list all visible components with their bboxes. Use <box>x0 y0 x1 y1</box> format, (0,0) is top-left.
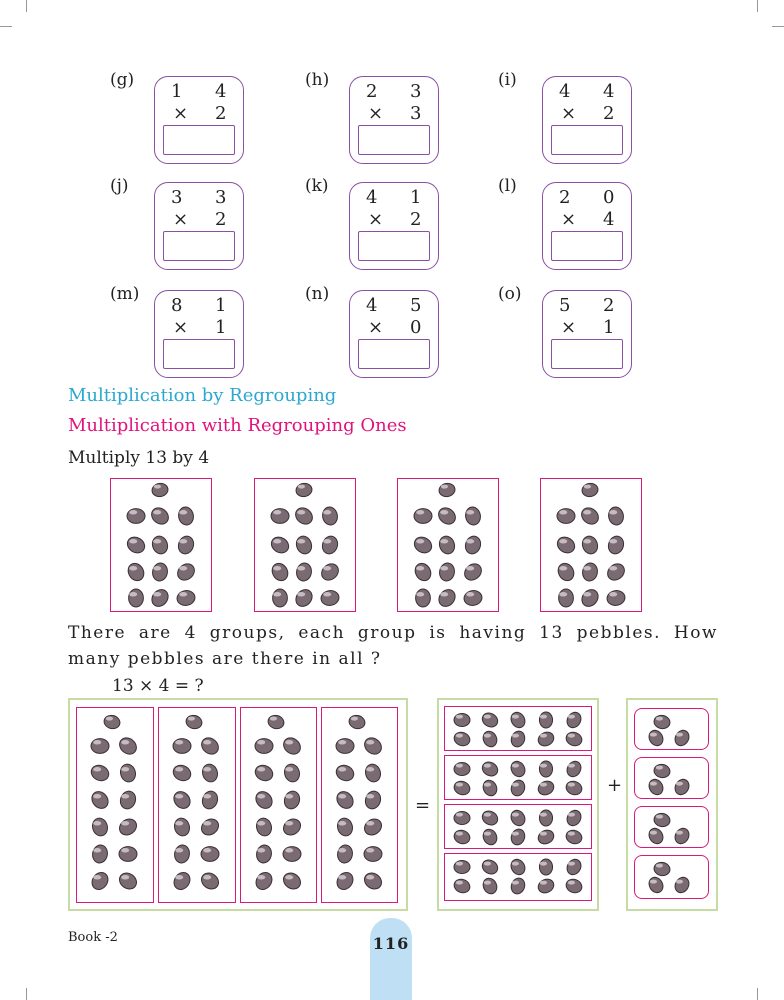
pebble-icon <box>294 562 314 582</box>
multiplier-row <box>350 209 438 233</box>
problem-label: (h) <box>305 70 330 90</box>
pebble-icon <box>282 790 302 810</box>
answer-box[interactable] <box>551 125 623 155</box>
answer-box[interactable] <box>551 231 623 261</box>
pebble-icon <box>606 506 626 526</box>
pebble-icon <box>103 713 121 731</box>
pebble-icon <box>437 535 457 555</box>
multiplicand-row <box>543 81 631 105</box>
pebble-icon <box>413 535 433 555</box>
pebble-icon <box>481 877 499 895</box>
pebble-icon <box>453 730 471 748</box>
ones-digit: 3 <box>215 187 227 208</box>
pebble-icon <box>172 790 192 810</box>
multiplier-digit: 1 <box>215 317 227 338</box>
answer-box[interactable] <box>358 231 430 261</box>
pebble-icon <box>606 535 626 555</box>
multiplier-row <box>350 317 438 341</box>
pebble-icon <box>320 562 340 582</box>
problem-label: (j) <box>110 176 129 196</box>
multiplier-digit: 2 <box>603 103 615 124</box>
pebble-icon <box>254 817 274 837</box>
pebble-icon <box>463 506 483 526</box>
pebble-icon <box>580 562 600 582</box>
instruction-text: Multiply 13 by 4 <box>68 448 210 468</box>
page-number: 116 <box>372 934 410 953</box>
pebble-icon <box>481 760 499 778</box>
pebble-column <box>158 707 236 903</box>
pebble-icon <box>453 779 471 797</box>
pebble-icon <box>413 588 433 608</box>
pebble-icon <box>363 790 383 810</box>
times-sign: × <box>173 317 189 338</box>
pebble-icon <box>118 871 138 891</box>
pebble-icon <box>363 763 383 783</box>
ones-digit: 1 <box>215 295 227 316</box>
multiplicand-row <box>155 295 243 319</box>
pebble-icon <box>537 809 555 827</box>
pebble-icon <box>118 763 138 783</box>
pebble-icon <box>254 790 274 810</box>
times-sign: × <box>561 209 577 230</box>
pebble-icon <box>565 858 583 876</box>
pebble-icon <box>335 736 355 756</box>
pebble-icon <box>254 871 274 891</box>
multiplier-row <box>155 103 243 127</box>
pebble-icon <box>481 828 499 846</box>
ones-digit: 3 <box>410 81 422 102</box>
pebble-icon <box>150 588 170 608</box>
multiplier-row <box>350 103 438 127</box>
multiplier-digit: 2 <box>215 103 227 124</box>
pebble-icon <box>481 730 499 748</box>
tens-digit: 2 <box>559 187 571 208</box>
pebble-icon <box>556 535 576 555</box>
pebble-icon <box>176 562 196 582</box>
times-sign: × <box>173 103 189 124</box>
multiplier-digit: 1 <box>603 317 615 338</box>
problem-label: (o) <box>498 284 522 304</box>
pebble-column <box>240 707 317 903</box>
tens-digit: 2 <box>366 81 378 102</box>
pebble-icon <box>413 506 433 526</box>
pebble-icon <box>556 562 576 582</box>
pebble-icon <box>90 790 110 810</box>
pebble-icon <box>172 844 192 864</box>
pebble-icon <box>282 817 302 837</box>
pebble-icon <box>437 506 457 526</box>
pebble-icon <box>320 506 340 526</box>
pebble-icon <box>320 588 340 608</box>
pebble-icon <box>363 871 383 891</box>
answer-box[interactable] <box>163 339 235 369</box>
pebble-icon <box>673 729 691 747</box>
pebble-icon <box>335 871 355 891</box>
equation-text: 13 × 4 = ? <box>112 676 204 696</box>
problem-label: (k) <box>305 176 329 196</box>
problem-i <box>498 70 738 170</box>
problem-label: (m) <box>110 284 140 304</box>
pebble-icon <box>565 711 583 729</box>
pebble-icon <box>363 736 383 756</box>
pebble-icon <box>453 809 471 827</box>
crop-mark <box>26 0 27 12</box>
tens-digit: 5 <box>559 295 571 316</box>
multiplier-digit: 2 <box>215 209 227 230</box>
pebble-icon <box>673 827 691 845</box>
pebble-icon <box>151 481 169 499</box>
pebble-icon <box>453 828 471 846</box>
pebble-icon <box>270 562 290 582</box>
pebble-icon <box>90 763 110 783</box>
pebble-icon <box>437 562 457 582</box>
pebble-icon <box>90 736 110 756</box>
tens-digit: 4 <box>559 81 571 102</box>
crop-mark <box>757 988 758 1000</box>
pebble-icon <box>118 736 138 756</box>
answer-box[interactable] <box>551 339 623 369</box>
pebble-icon <box>150 535 170 555</box>
pebble-column <box>321 707 398 903</box>
multiplier-row <box>543 317 631 341</box>
pebble-icon <box>270 535 290 555</box>
multiplicand-row <box>155 81 243 105</box>
pebble-icon <box>176 506 196 526</box>
pebble-icon <box>580 588 600 608</box>
pebble-icon <box>453 877 471 895</box>
question-text: There are 4 groups, each group is having 13 pebbles. How many pebbles are there in all ? <box>68 623 718 669</box>
pebble-icon <box>481 779 499 797</box>
pebble-icon <box>565 760 583 778</box>
pebble-icon <box>509 828 527 846</box>
ones-digit: 5 <box>410 295 422 316</box>
times-sign: × <box>561 103 577 124</box>
book-label: Book -2 <box>68 930 118 945</box>
pebble-icon <box>537 828 555 846</box>
pebble-icon <box>200 817 220 837</box>
problem-box <box>154 182 244 270</box>
pebble-column <box>76 707 154 903</box>
pebble-icon <box>537 877 555 895</box>
pebble-icon <box>463 535 483 555</box>
pebble-icon <box>453 858 471 876</box>
times-sign: × <box>368 209 384 230</box>
pebble-icon <box>580 535 600 555</box>
pebble-icon <box>320 535 340 555</box>
crop-mark <box>772 26 784 27</box>
pebble-icon <box>509 779 527 797</box>
pebble-icon <box>537 711 555 729</box>
pebble-icon <box>200 790 220 810</box>
tens-digit: 4 <box>366 187 378 208</box>
pebble-icon <box>509 760 527 778</box>
pebble-icon <box>647 827 665 845</box>
three-pebble-box <box>634 757 709 799</box>
problem-label: (i) <box>498 70 517 90</box>
pebble-icon <box>647 876 665 894</box>
answer-box[interactable] <box>163 125 235 155</box>
pebble-icon <box>294 506 314 526</box>
pebble-icon <box>606 562 626 582</box>
pebble-icon <box>335 844 355 864</box>
pebble-icon <box>606 588 626 608</box>
pebble-icon <box>509 711 527 729</box>
pebble-icon <box>126 562 146 582</box>
pebble-icon <box>150 506 170 526</box>
three-pebble-box <box>634 806 709 848</box>
subsection-heading: Multiplication with Regrouping Ones <box>68 415 407 436</box>
pebble-icon <box>118 817 138 837</box>
pebble-icon <box>282 844 302 864</box>
pebble-icon <box>673 876 691 894</box>
pebble-icon <box>200 763 220 783</box>
pebble-icon <box>267 713 285 731</box>
pebble-icon <box>254 844 274 864</box>
pebble-icon <box>335 790 355 810</box>
multiplier-digit: 4 <box>603 209 615 230</box>
pebble-icon <box>176 588 196 608</box>
problem-label: (l) <box>498 176 517 196</box>
pebble-icon <box>453 760 471 778</box>
multiplicand-row <box>543 295 631 319</box>
multiplier-row <box>543 103 631 127</box>
multiplicand-row <box>350 81 438 105</box>
pebble-icon <box>172 817 192 837</box>
tens-digit: 1 <box>171 81 183 102</box>
page-tab <box>370 918 412 1000</box>
tens-digit: 8 <box>171 295 183 316</box>
pebble-icon <box>565 730 583 748</box>
pebble-icon <box>565 809 583 827</box>
three-pebble-box <box>634 855 709 899</box>
pebble-icon <box>185 713 203 731</box>
pebble-icon <box>295 481 313 499</box>
pebble-icon <box>673 778 691 796</box>
pebble-icon <box>294 588 314 608</box>
problem-box <box>349 290 439 378</box>
ones-digit: 2 <box>603 295 615 316</box>
pebble-icon <box>580 506 600 526</box>
pebble-icon <box>270 506 290 526</box>
pebble-icon <box>537 858 555 876</box>
pebble-icon <box>509 730 527 748</box>
multiplier-row <box>155 317 243 341</box>
pebble-icon <box>481 809 499 827</box>
pebble-icon <box>438 481 456 499</box>
pebble-icon <box>335 763 355 783</box>
problem-box <box>349 76 439 164</box>
problem-box <box>349 182 439 270</box>
pebble-icon <box>294 535 314 555</box>
pebble-icon <box>176 535 196 555</box>
problem-l <box>498 176 738 276</box>
multiplicand-row <box>350 295 438 319</box>
pebble-icon <box>647 729 665 747</box>
pebble-icon <box>565 779 583 797</box>
crop-mark <box>757 0 758 12</box>
pebble-icon <box>335 817 355 837</box>
pebble-icon <box>254 763 274 783</box>
pebble-icon <box>413 562 433 582</box>
pebble-icon <box>172 736 192 756</box>
three-pebble-box <box>634 708 709 750</box>
pebble-icon <box>118 844 138 864</box>
pebble-icon <box>647 778 665 796</box>
pebble-icon <box>270 588 290 608</box>
pebble-icon <box>565 877 583 895</box>
pebble-icon <box>537 779 555 797</box>
pebble-icon <box>90 817 110 837</box>
multiplier-digit: 2 <box>410 209 422 230</box>
multiplicand-row <box>543 187 631 211</box>
times-sign: × <box>368 103 384 124</box>
pebble-icon <box>200 736 220 756</box>
problem-box <box>542 182 632 270</box>
pebble-icon <box>254 736 274 756</box>
problem-box <box>542 76 632 164</box>
pebble-icon <box>509 858 527 876</box>
pebble-icon <box>581 481 599 499</box>
equals-sign: = <box>415 795 431 816</box>
answer-box[interactable] <box>358 339 430 369</box>
problem-box <box>154 290 244 378</box>
pebble-icon <box>200 844 220 864</box>
pebble-icon <box>282 871 302 891</box>
multiplier-digit: 0 <box>410 317 422 338</box>
times-sign: × <box>368 317 384 338</box>
multiplier-row <box>543 209 631 233</box>
problem-label: (g) <box>110 70 135 90</box>
pebble-icon <box>90 871 110 891</box>
pebble-icon <box>118 790 138 810</box>
tens-digit: 3 <box>171 187 183 208</box>
pebble-icon <box>565 828 583 846</box>
pebble-icon <box>200 871 220 891</box>
pebble-icon <box>172 871 192 891</box>
ones-digit: 0 <box>603 187 615 208</box>
multiplicand-row <box>350 187 438 211</box>
multiplier-row <box>155 209 243 233</box>
problem-box <box>542 290 632 378</box>
pebble-icon <box>126 535 146 555</box>
pebble-icon <box>463 588 483 608</box>
crop-mark <box>26 988 27 1000</box>
pebble-icon <box>363 817 383 837</box>
pebble-icon <box>556 588 576 608</box>
problem-o <box>498 284 738 384</box>
pebble-icon <box>363 844 383 864</box>
ones-digit: 4 <box>215 81 227 102</box>
multiplicand-row <box>155 187 243 211</box>
tens-digit: 4 <box>366 295 378 316</box>
multiplier-digit: 3 <box>410 103 422 124</box>
ones-digit: 4 <box>603 81 615 102</box>
times-sign: × <box>561 317 577 338</box>
pebble-icon <box>481 711 499 729</box>
answer-box[interactable] <box>163 231 235 261</box>
pebble-icon <box>126 588 146 608</box>
pebble-icon <box>537 760 555 778</box>
pebble-icon <box>90 844 110 864</box>
pebble-icon <box>509 809 527 827</box>
pebble-icon <box>437 588 457 608</box>
section-heading: Multiplication by Regrouping <box>68 385 337 406</box>
ones-digit: 1 <box>410 187 422 208</box>
pebble-icon <box>282 736 302 756</box>
problem-box <box>154 76 244 164</box>
pebble-icon <box>463 562 483 582</box>
pebble-icon <box>282 763 302 783</box>
pebble-icon <box>481 858 499 876</box>
problem-label: (n) <box>305 284 330 304</box>
plus-sign: + <box>607 775 623 796</box>
pebble-icon <box>556 506 576 526</box>
times-sign: × <box>173 209 189 230</box>
pebble-icon <box>453 711 471 729</box>
pebble-icon <box>348 713 366 731</box>
pebble-icon <box>537 730 555 748</box>
answer-box[interactable] <box>358 125 430 155</box>
crop-mark <box>0 26 12 27</box>
pebble-icon <box>172 763 192 783</box>
pebble-icon <box>150 562 170 582</box>
pebble-icon <box>509 877 527 895</box>
pebble-icon <box>126 506 146 526</box>
